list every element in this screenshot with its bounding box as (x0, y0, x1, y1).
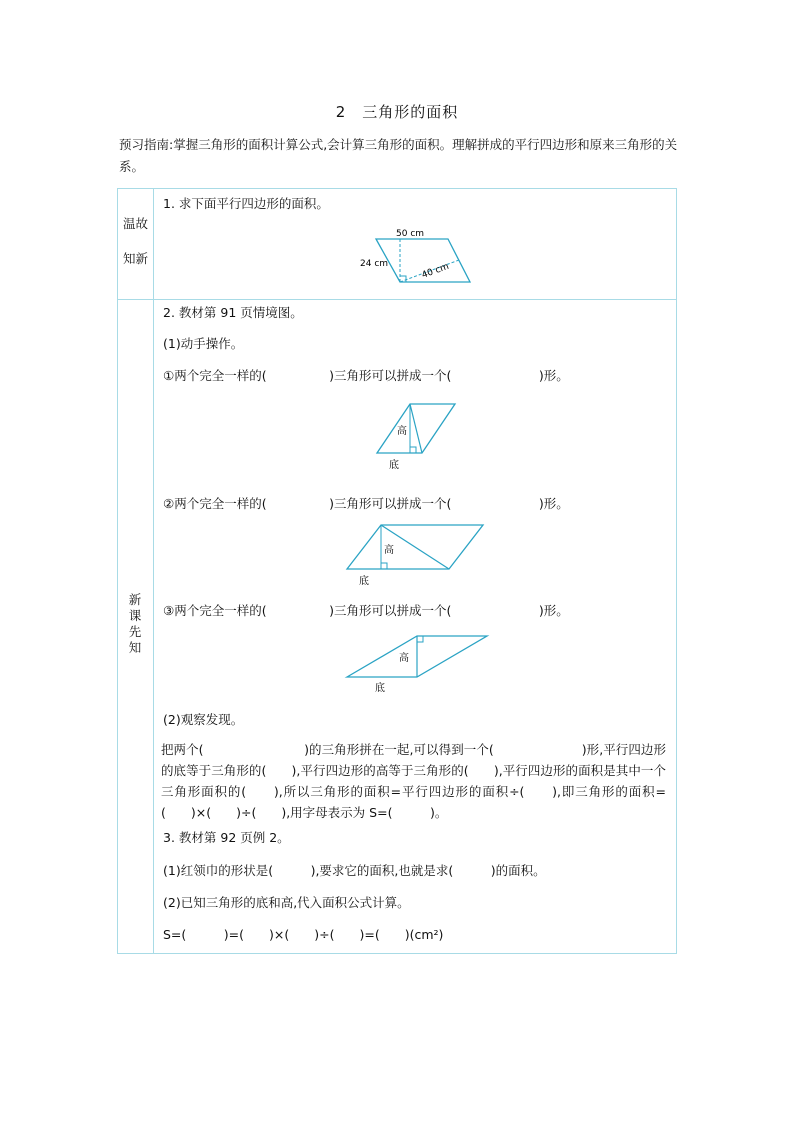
worksheet-table (117, 188, 677, 954)
row-divider (118, 299, 676, 300)
example-step-2: (2)已知三角形的底和高,代入面积公式计算。 (163, 895, 410, 910)
question-3: 3. 教材第 92 页例 2。 (163, 830, 290, 845)
triangle-figure-2 (343, 523, 488, 589)
base-label: 底 (375, 683, 385, 693)
column-divider (153, 189, 154, 953)
operation-3: ③两个完全一样的( )三角形可以拼成一个( )形。 (163, 603, 569, 618)
height-label: 高 (384, 545, 394, 556)
area-formula: S=( )=( )×( )÷( )=( )(cm²) (163, 927, 444, 942)
question-1: 1. 求下面平行四边形的面积。 (163, 196, 329, 211)
height-label: 高 (399, 653, 409, 664)
operation-2: ②两个完全一样的( )三角形可以拼成一个( )形。 (163, 496, 569, 511)
triangle-figure-3 (343, 633, 493, 693)
section-label-review-2: 知新 (122, 251, 148, 266)
height-label: 高 (397, 426, 407, 437)
label-left: 24 cm (360, 259, 389, 269)
parallelogram-figure (356, 223, 476, 287)
step-1-title: (1)动手操作。 (163, 336, 244, 351)
triangle-figure-1 (363, 400, 463, 475)
example-step-1: (1)红领巾的形状是( ),要求它的面积,也就是求( )的面积。 (163, 863, 546, 878)
observation-text: 把两个( )的三角形拼在一起,可以得到一个( )形,平行四边形的底等于三角形的( ),平行四边形的高等于三角形的( ),平行四边形的面积是其中一个三角形面积的( ),所以三角形的面积=平行四边形的面积÷( ),即三角形的面积=( )×( )÷( ),用字母表示为 S=( )。 (161, 742, 666, 820)
operation-1: ①两个完全一样的( )三角形可以拼成一个( )形。 (163, 368, 569, 383)
section-label-review-1: 温故 (122, 216, 148, 231)
label-top: 50 cm (396, 229, 425, 239)
base-label: 底 (389, 460, 399, 471)
step-2-title: (2)观察发现。 (163, 712, 244, 727)
label-slant: 40 cm (420, 261, 451, 281)
base-label: 底 (359, 576, 369, 587)
preview-guide: 预习指南:掌握三角形的面积计算公式,会计算三角形的面积。理解拼成的平行四边形和原来三角形的关系。 (119, 137, 678, 174)
section-label-new: 新课先知 (128, 592, 142, 655)
page-title: 2 三角形的面积 (335, 103, 459, 121)
question-2: 2. 教材第 91 页情境图。 (163, 305, 303, 320)
